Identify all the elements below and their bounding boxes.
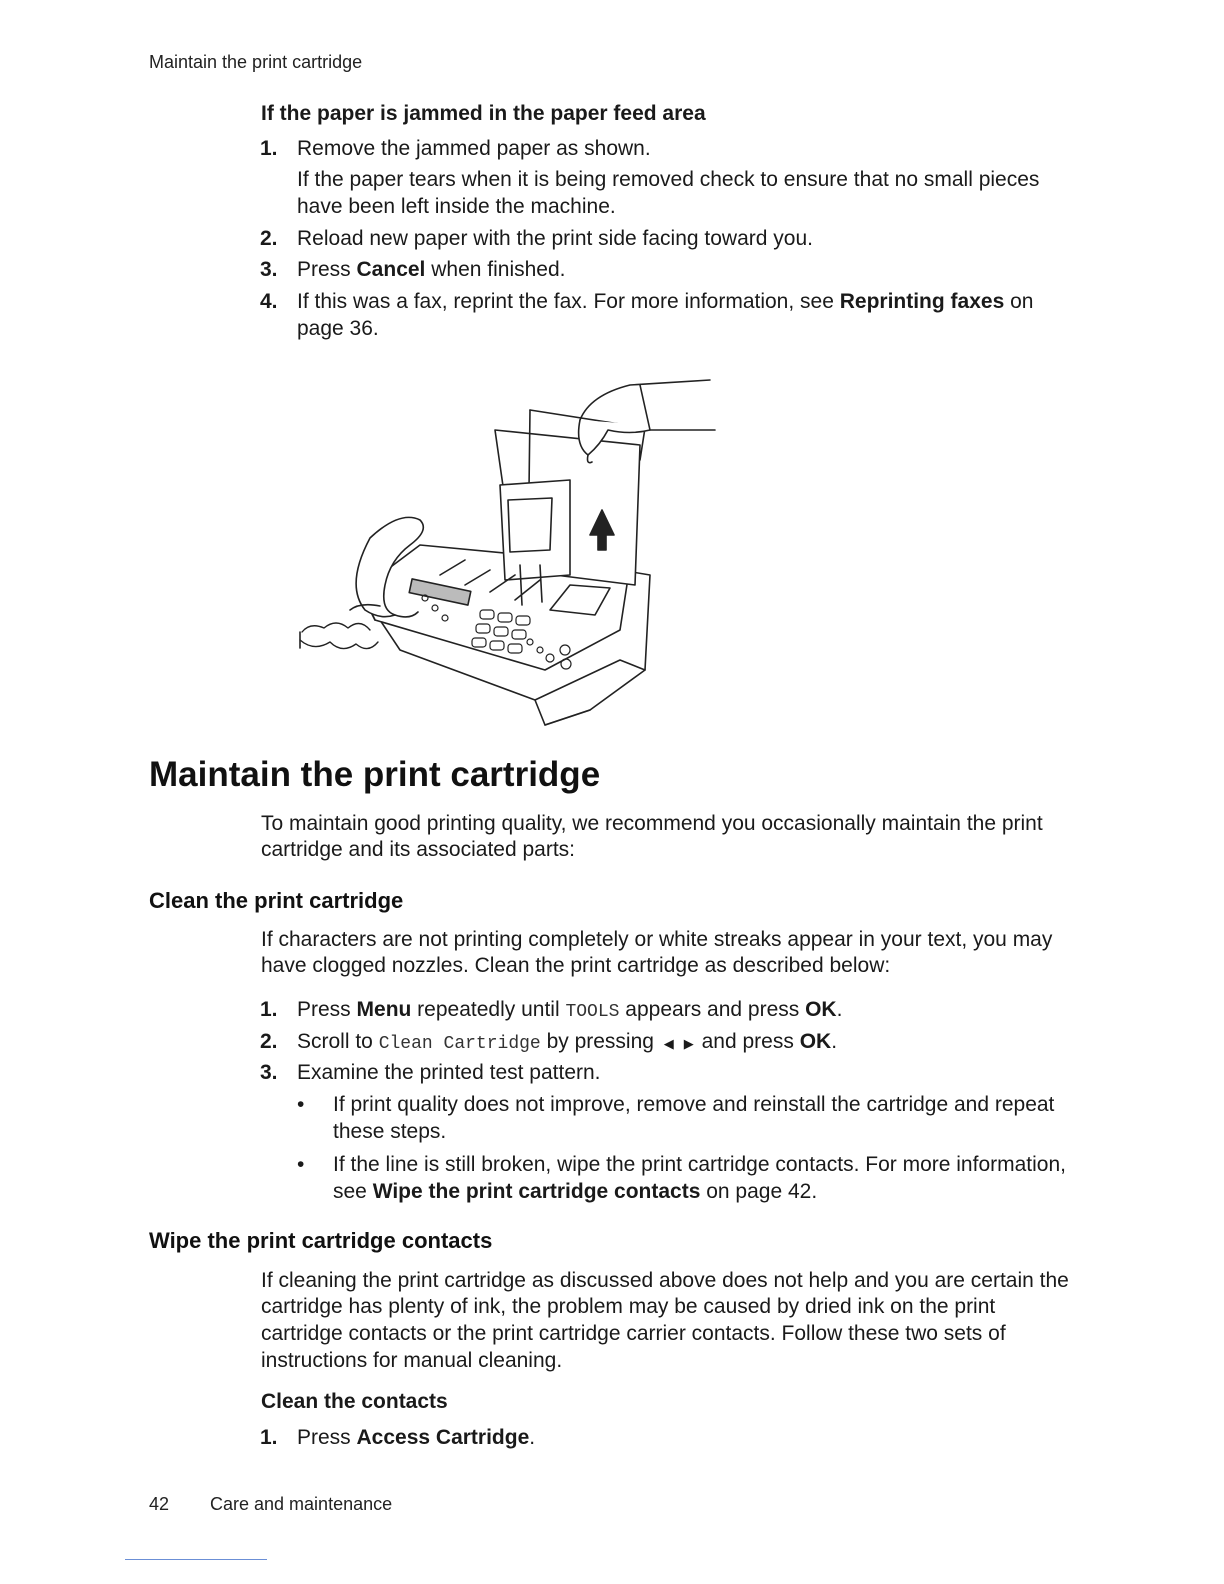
- text-run: see: [333, 1180, 373, 1203]
- jam-step-1-note-line2: have been left inside the machine.: [297, 195, 616, 218]
- text-run: .: [836, 998, 843, 1021]
- wipe-section-title: Wipe the print cartridge contacts: [149, 1228, 493, 1253]
- step-text: [297, 1424, 535, 1451]
- bullet-text: [333, 1151, 1093, 1205]
- jam-section-title: If the paper is jammed in the paper feed area: [261, 102, 706, 125]
- menu-button-ref: Menu: [356, 998, 412, 1021]
- text-run: repeatedly until: [411, 998, 566, 1021]
- step-text: [297, 996, 842, 1026]
- wipe-para-line4: instructions for manual cleaning.: [261, 1349, 563, 1372]
- main-heading: Maintain the print cartridge: [149, 755, 601, 794]
- text-run: when finished.: [425, 258, 566, 281]
- step-number: 2.: [260, 1030, 278, 1053]
- intro-line2: cartridge and its associated parts:: [261, 838, 575, 861]
- step-text: [297, 288, 1033, 315]
- step-number: 1.: [260, 998, 278, 1021]
- wipe-para-line1: If cleaning the print cartridge as discussed above does not help and you are certain the: [261, 1269, 1069, 1292]
- wipe-para-line2: cartridge has plenty of ink, the problem may be caused by dried ink on the print: [261, 1295, 996, 1318]
- step-number: 3.: [260, 258, 278, 281]
- clean-para-line2: have clogged nozzles. Clean the print cartridge as described below:: [261, 954, 891, 977]
- ok-button-ref: OK: [799, 1030, 832, 1053]
- footer-rule: [125, 1559, 267, 1560]
- step-text: Examine the printed test pattern.: [297, 1061, 601, 1084]
- text-run: Press: [297, 1426, 357, 1449]
- text-run: Press: [297, 258, 357, 281]
- step-text: [297, 1028, 837, 1058]
- reprinting-faxes-link[interactable]: Reprinting faxes: [839, 290, 1005, 313]
- page-number: 42: [149, 1494, 170, 1514]
- jam-step-4-line2: page 36.: [297, 317, 379, 340]
- cancel-button-ref: Cancel: [356, 258, 426, 281]
- text-run: Press: [297, 998, 357, 1021]
- clean-section-title: Clean the print cartridge: [149, 888, 404, 913]
- text-run: Scroll to: [297, 1030, 379, 1053]
- running-header: Maintain the print cartridge: [149, 52, 363, 72]
- text-run: on page 42.: [700, 1180, 818, 1203]
- text-run: .: [529, 1426, 536, 1449]
- footer-section: Care and maintenance: [210, 1494, 393, 1514]
- step-number: 1.: [260, 137, 278, 160]
- bullet-text: [333, 1091, 1093, 1145]
- step-text: Reload new paper with the print side facing toward you.: [297, 227, 813, 250]
- ok-button-ref: OK: [805, 998, 837, 1021]
- text-run: appears and press: [619, 998, 806, 1021]
- step-text: Remove the jammed paper as shown.: [297, 137, 651, 160]
- step-number: 4.: [260, 290, 278, 313]
- right-arrow-icon: ▶: [683, 1036, 694, 1051]
- clean-para-line1: If characters are not printing completely or white streaks appear in your text, you may: [261, 928, 1053, 951]
- clean-contacts-title: Clean the contacts: [261, 1390, 448, 1413]
- clean-cartridge-display-text: Clean Cartridge: [378, 1034, 541, 1054]
- left-arrow-icon: ◀: [663, 1036, 674, 1051]
- intro-line1: To maintain good printing quality, we recommend you occasionally maintain the print: [261, 812, 1043, 835]
- wipe-contacts-link[interactable]: Wipe the print cartridge contacts: [372, 1180, 701, 1203]
- text-run: and press: [695, 1030, 800, 1053]
- step-text: [297, 256, 565, 283]
- tools-display-text: TOOLS: [565, 1002, 620, 1022]
- step-number: 2.: [260, 227, 278, 250]
- text-run: If print quality does not improve, remove and reinstall the cartridge and repeat: [333, 1093, 1055, 1116]
- bullet-icon: •: [297, 1093, 305, 1116]
- wipe-para-line3: cartridge contacts or the print cartridge carrier contacts. Follow these two sets of: [261, 1322, 1006, 1345]
- text-run: on: [1004, 290, 1034, 313]
- jam-step-1-note-line1: If the paper tears when it is being removed check to ensure that no small pieces: [297, 168, 1040, 191]
- fax-paper-jam-illustration: [290, 370, 730, 730]
- text-run: .: [831, 1030, 838, 1053]
- access-cartridge-button-ref: Access Cartridge: [356, 1426, 530, 1449]
- step-number: 1.: [260, 1426, 278, 1449]
- step-number: 3.: [260, 1061, 278, 1084]
- text-run: If this was a fax, reprint the fax. For more information, see: [297, 290, 840, 313]
- text-run: by pressing: [540, 1030, 660, 1053]
- text-run: these steps.: [333, 1120, 447, 1143]
- text-run: If the line is still broken, wipe the print cartridge contacts. For more information,: [333, 1153, 1066, 1176]
- bullet-icon: •: [297, 1153, 305, 1176]
